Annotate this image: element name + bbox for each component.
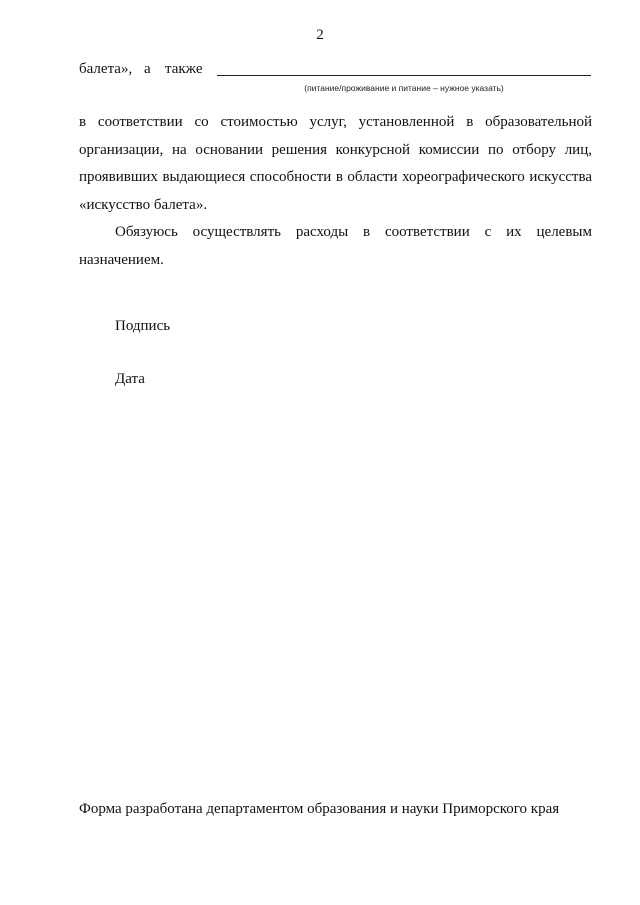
first-line-word-2: а [144, 61, 151, 77]
body-text [79, 109, 592, 275]
fill-in-line [217, 75, 591, 76]
fill-in-caption: (питание/проживание и питание – нужное указать) [304, 83, 504, 93]
paragraph-1: в соответствии со стоимостью услуг, установленной в образовательной организации, на основании решения конкурсной комиссии по отбору лиц, проявивших выдающиеся способности в области хореографического искусства «искусство балета». [79, 114, 592, 213]
date-label: Дата [115, 371, 145, 387]
paragraph-2: Обязуюсь осуществлять расходы в соответствии с их целевым назначением. [79, 224, 592, 268]
signature-label: Подпись [115, 318, 171, 334]
page-number: 2 [316, 27, 324, 43]
footer-note: Форма разработана департаментом образования и науки Приморского края [79, 801, 560, 817]
first-line-word-1: балета», [79, 61, 133, 77]
first-line [79, 59, 592, 79]
first-line-word-3: также [165, 61, 203, 77]
